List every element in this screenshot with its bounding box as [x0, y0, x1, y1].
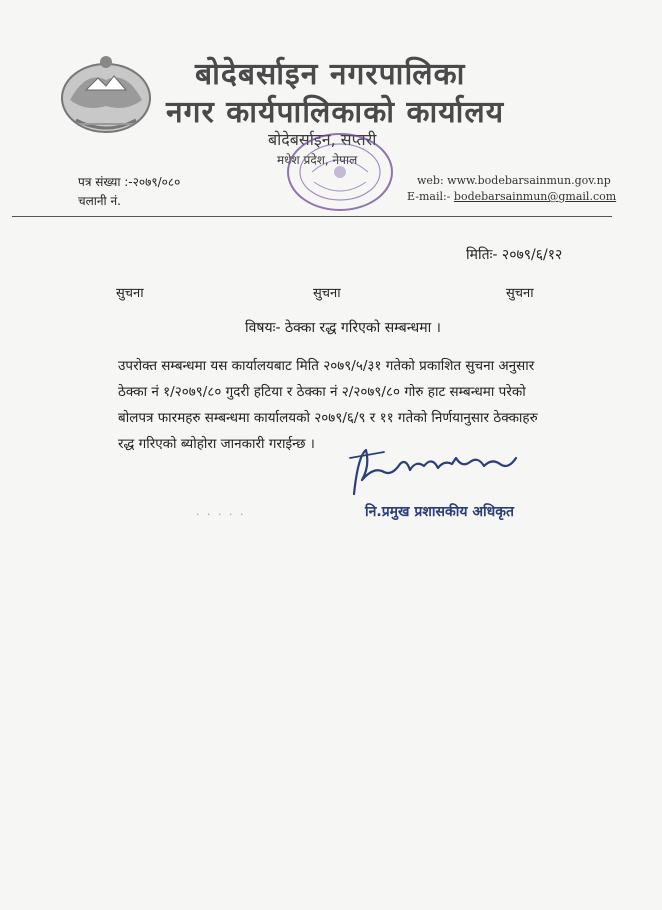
letter-subject: विषयः- ठेक्का रद्ध गरिएको सम्बन्धमा ।	[245, 320, 441, 336]
email-line	[407, 190, 616, 203]
body-line: ठेक्का नं १/२०७९/८० गुदरी हटिया र ठेक्का नं २/२०७९/८० गोरु हाट सम्बन्धमा परेको	[118, 384, 526, 400]
letter-number: पत्र संख्या :-२०७९/०८०	[78, 175, 181, 189]
notice-label-right: सुचना	[506, 286, 534, 301]
email-label: E-mail:-	[407, 190, 454, 203]
handwritten-signature	[344, 436, 534, 502]
email-link[interactable]: bodebarsainmun@gmail.com	[453, 190, 617, 203]
body-line: रद्ध गरिएको ब्योहोरा जानकारी गराईन्छ ।	[118, 436, 315, 452]
office-name: नगर कार्यपालिकाको कार्यालय	[166, 95, 505, 130]
notice-label-left: सुचना	[116, 286, 144, 301]
notice-label-center: सुचना	[313, 286, 341, 301]
address-line: बोदेबर्साइन, सप्तरी	[268, 130, 377, 149]
province-line: मधेश प्रदेश, नेपाल	[277, 153, 358, 167]
header-divider	[12, 216, 612, 217]
office-seal-stamp	[284, 130, 396, 214]
dispatch-number: चलानी नं.	[78, 194, 121, 208]
letter-date: मितिः- २०७९/६/१२	[466, 247, 563, 263]
website-line: web: www.bodebarsainmun.gov.np	[417, 174, 611, 187]
faint-marks: · · · · ·	[196, 508, 246, 521]
municipality-name: बोदेबर्साइन नगरपालिका	[195, 57, 466, 92]
government-emblem-icon	[56, 50, 156, 136]
signatory-title: नि.प्रमुख प्रशासकीय अधिकृत	[365, 504, 514, 520]
body-line: उपरोक्त सम्बन्धमा यस कार्यालयबाट मिति २०७९/५/३१ गतेको प्रकाशित सुचना अनुसार	[118, 358, 535, 374]
body-line: बोलपत्र फारमहरु सम्बन्धमा कार्यालयको २०७९/६/९ र ११ गतेको निर्णयानुसार ठेक्काहरु	[118, 410, 538, 426]
